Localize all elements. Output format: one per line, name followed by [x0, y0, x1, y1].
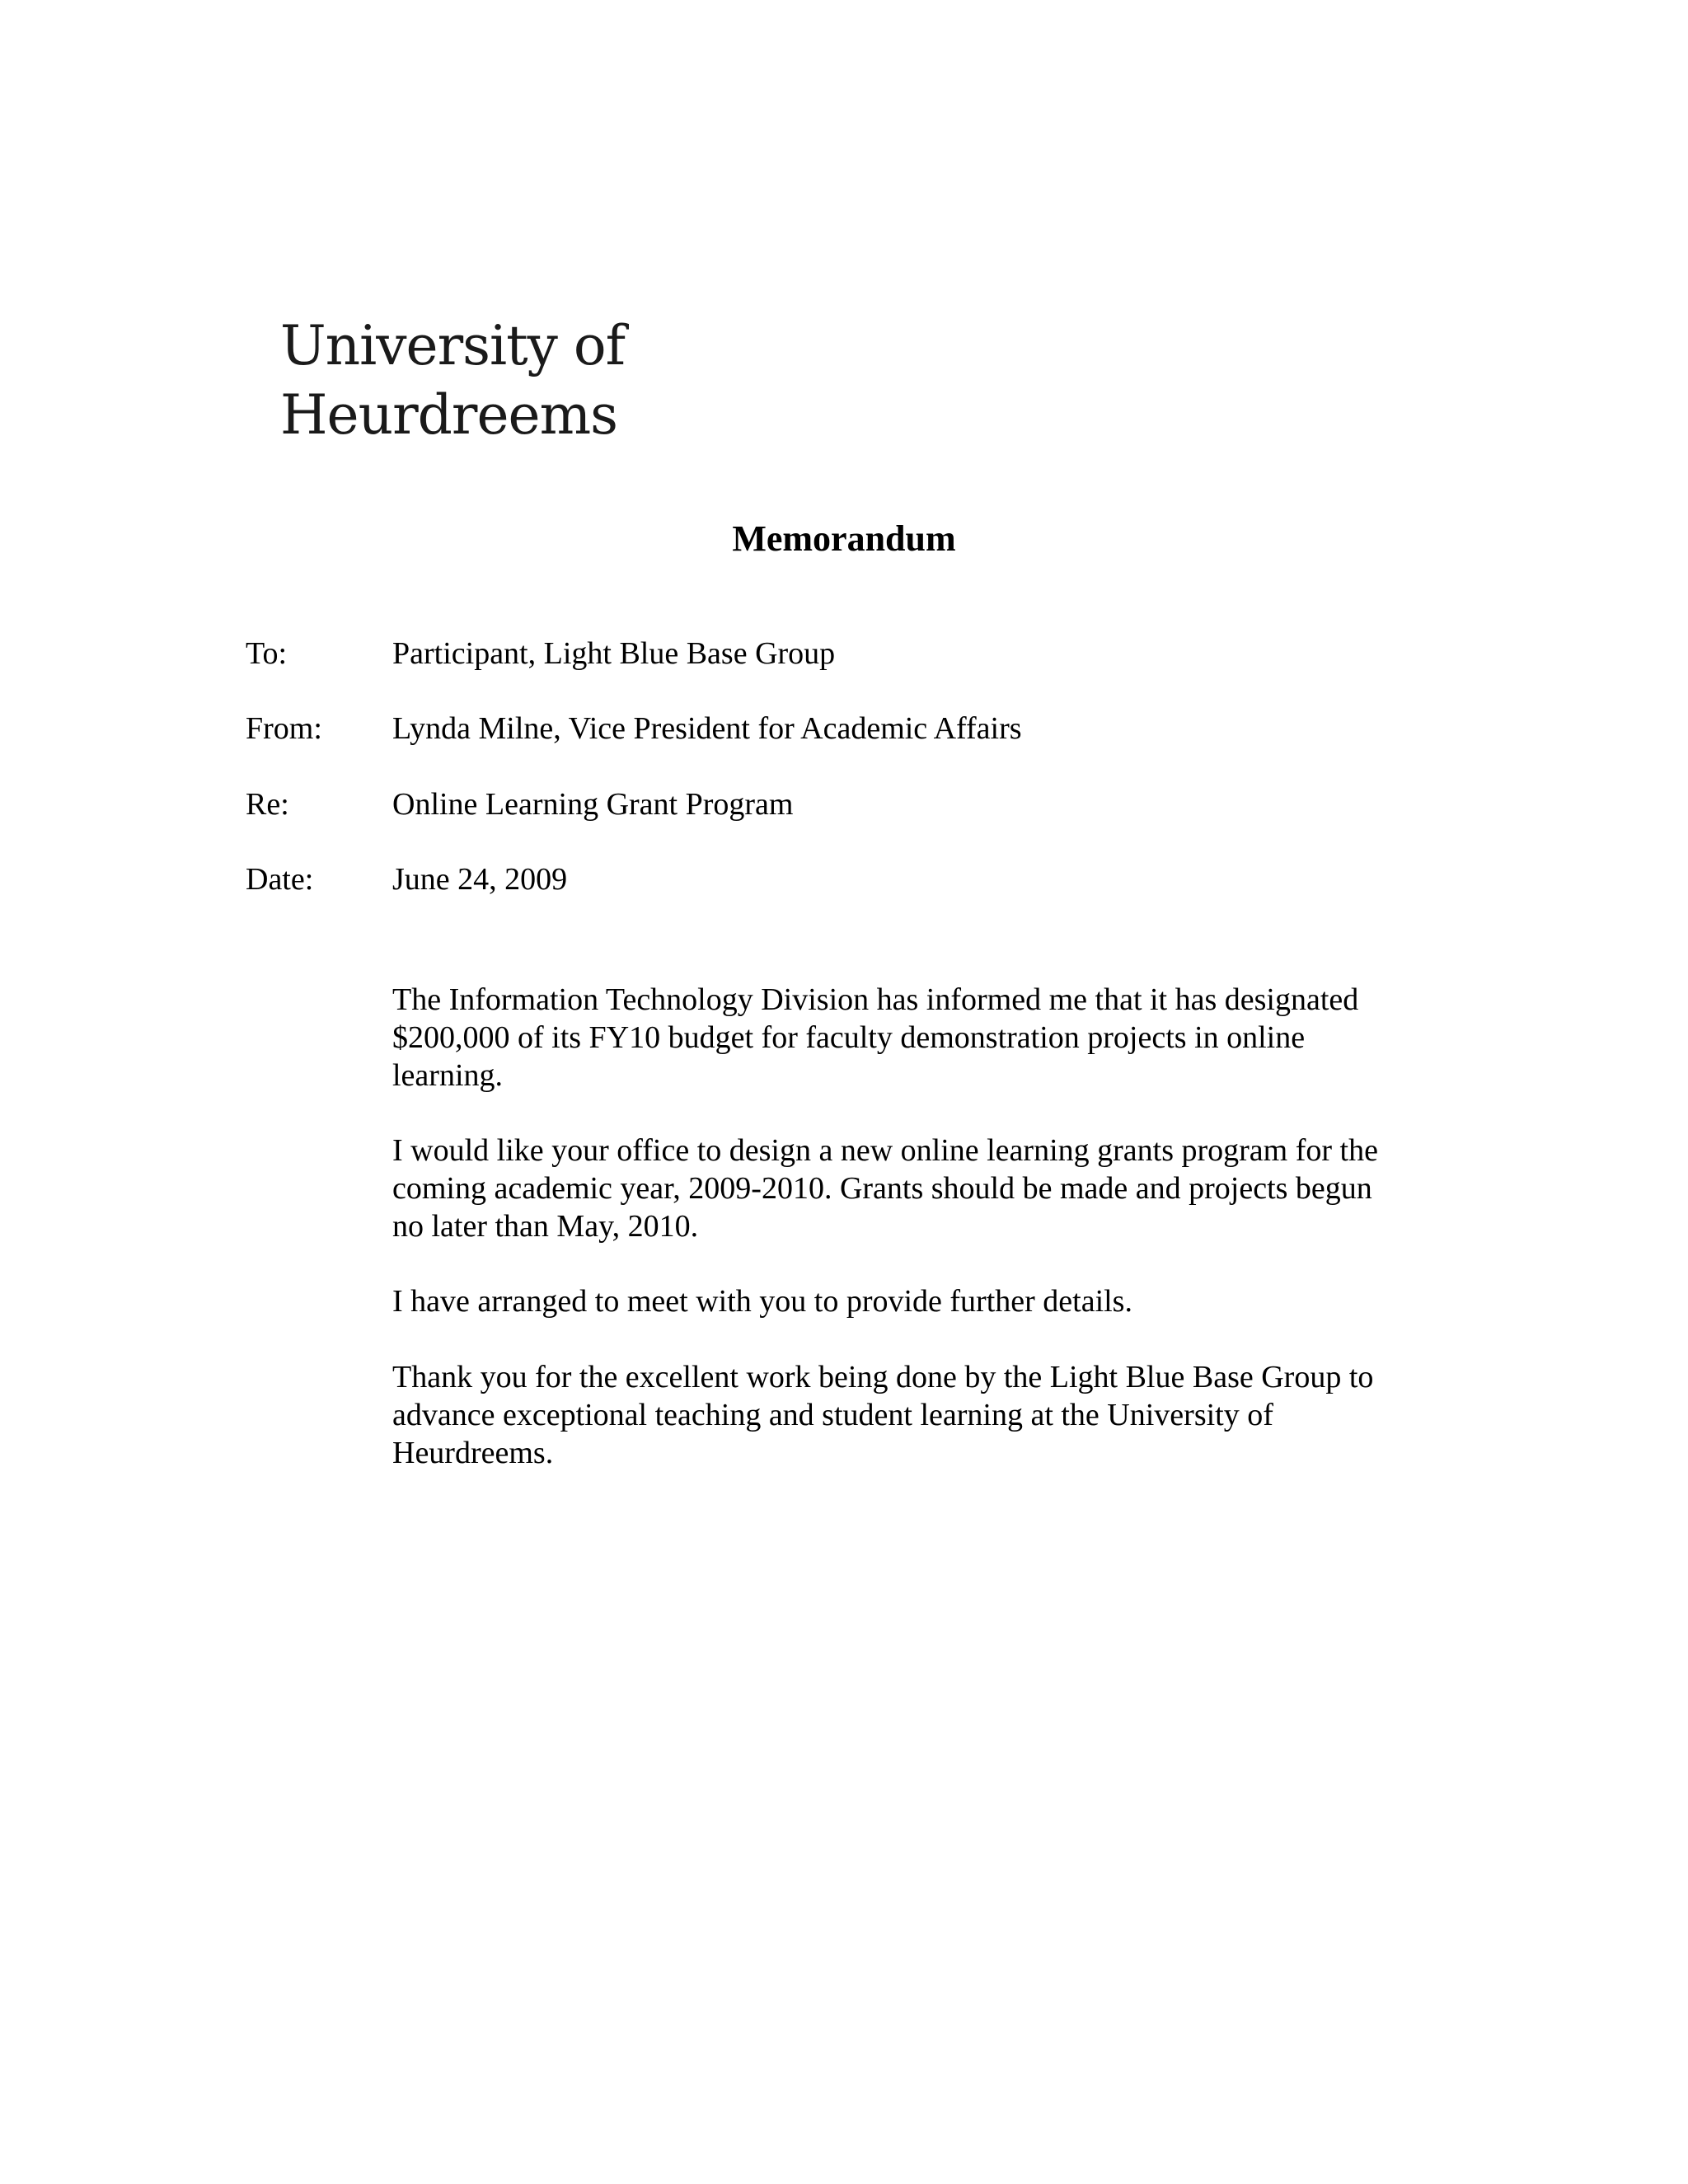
paragraph-line: $200,000 of its FY10 budget for faculty demonstration projects in online	[392, 1020, 1306, 1055]
body-paragraph-3	[392, 1282, 1456, 1320]
field-label: Re:	[246, 787, 289, 822]
paragraph-line: advance exceptional teaching and student learning at the University of	[392, 1398, 1273, 1432]
body-paragraph-4	[392, 1358, 1456, 1472]
paragraph-line: I have arranged to meet with you to provide further details.	[392, 1284, 1132, 1319]
field-value: Online Learning Grant Program	[392, 787, 794, 822]
field-value: Lynda Milne, Vice President for Academic Affairs	[392, 711, 1022, 746]
field-label: From:	[246, 711, 322, 746]
body-paragraph-1	[392, 981, 1456, 1094]
field-value: Participant, Light Blue Base Group	[392, 636, 836, 671]
paragraph-line: The Information Technology Division has informed me that it has designated	[392, 982, 1359, 1017]
body-paragraph-2	[392, 1132, 1456, 1245]
university-logo	[280, 312, 625, 450]
field-label: To:	[246, 636, 288, 671]
paragraph-line: learning.	[392, 1058, 504, 1093]
paragraph-line: no later than May, 2010.	[392, 1209, 699, 1244]
paragraph-line: coming academic year, 2009-2010. Grants should be made and projects begun	[392, 1171, 1372, 1206]
field-value: June 24, 2009	[392, 862, 568, 897]
logo-line-2: Heurdreems	[280, 383, 618, 447]
memo-title: Memorandum	[732, 518, 956, 559]
logo-line-1: University of	[280, 314, 626, 377]
paragraph-line: Thank you for the excellent work being done by the Light Blue Base Group to	[392, 1360, 1374, 1394]
paragraph-line: Heurdreems.	[392, 1436, 554, 1470]
field-label: Date:	[246, 862, 314, 897]
paragraph-line: I would like your office to design a new online learning grants program for the	[392, 1133, 1378, 1168]
